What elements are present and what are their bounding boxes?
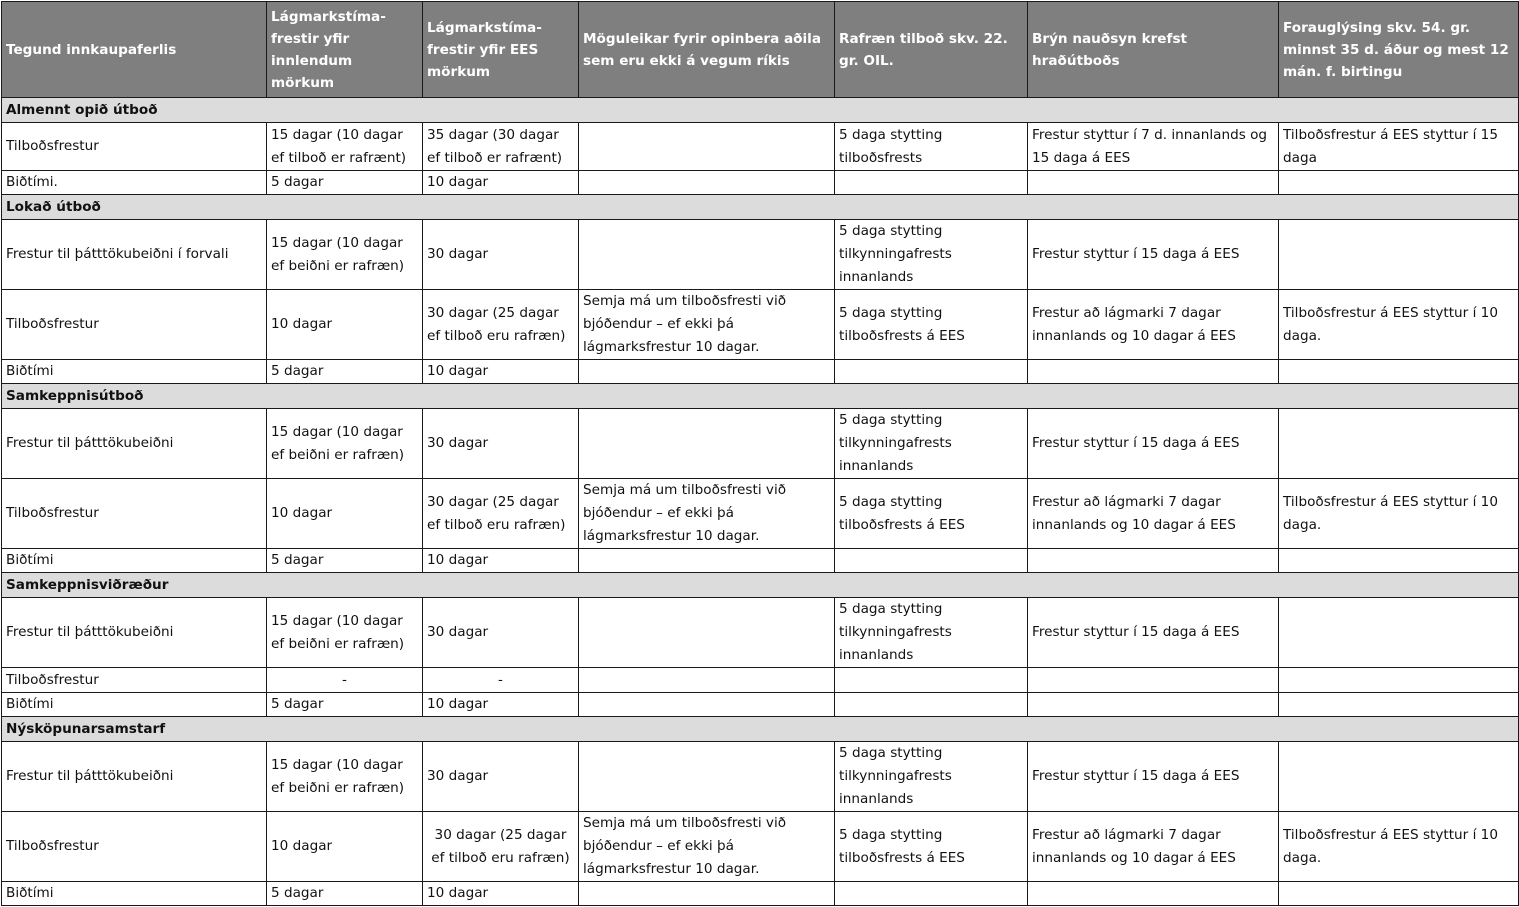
header-row xyxy=(2,2,1519,98)
table-cell: 30 dagar xyxy=(423,409,579,479)
section-title: Almennt opið útboð xyxy=(2,98,1519,123)
table-cell: 10 dagar xyxy=(423,882,579,906)
table-cell xyxy=(1279,693,1519,717)
table-cell xyxy=(835,171,1028,195)
table-cell xyxy=(579,409,835,479)
table-cell xyxy=(1279,360,1519,384)
table-cell xyxy=(1028,668,1279,693)
table-row xyxy=(2,742,1519,812)
table-cell xyxy=(1028,360,1279,384)
header-cell: Möguleikar fyrir opinbera aðila sem eru ekki á vegum ríkis xyxy=(579,2,835,98)
table-cell: 15 dagar (10 dagar ef tilboð er rafrænt) xyxy=(267,123,423,171)
table-cell: Semja má um tilboðsfresti við bjóðendur – ef ekki þá lágmarksfrestur 10 dagar. xyxy=(579,479,835,549)
table-cell: 5 daga stytting tilboðsfrests á EES xyxy=(835,812,1028,882)
table-cell: Tilboðsfrestur á EES styttur í 10 daga. xyxy=(1279,290,1519,360)
table-cell: 30 dagar (25 dagar ef tilboð eru rafræn) xyxy=(423,479,579,549)
table-cell xyxy=(579,598,835,668)
table-cell xyxy=(1279,409,1519,479)
table-cell xyxy=(579,549,835,573)
table-cell: 5 dagar xyxy=(267,882,423,906)
header-cell: Rafræn tilboð skv. 22. gr. OIL. xyxy=(835,2,1028,98)
table-cell: 10 dagar xyxy=(423,549,579,573)
table-cell xyxy=(1028,882,1279,906)
table-cell: Semja má um tilboðsfresti við bjóðendur – ef ekki þá lágmarksfrestur 10 dagar. xyxy=(579,290,835,360)
table-cell xyxy=(579,360,835,384)
table-cell: 5 dagar xyxy=(267,549,423,573)
table-row xyxy=(2,668,1519,693)
table-cell xyxy=(579,882,835,906)
table-cell xyxy=(1279,220,1519,290)
header-cell: Tegund innkaupaferlis xyxy=(2,2,267,98)
table-cell: Biðtími xyxy=(2,693,267,717)
table-row xyxy=(2,360,1519,384)
table-cell: Biðtími xyxy=(2,882,267,906)
table-cell: 5 daga stytting tilboðsfrests á EES xyxy=(835,479,1028,549)
table-cell: 30 dagar xyxy=(423,220,579,290)
table-row xyxy=(2,290,1519,360)
table-cell: 5 daga stytting tilkynningafrests innanlands xyxy=(835,409,1028,479)
table-cell xyxy=(1279,549,1519,573)
table-cell: 10 dagar xyxy=(267,290,423,360)
table-cell xyxy=(1279,882,1519,906)
table-cell: Semja má um tilboðsfresti við bjóðendur – ef ekki þá lágmarksfrestur 10 dagar. xyxy=(579,812,835,882)
table-cell xyxy=(579,220,835,290)
table-cell: Frestur styttur í 15 daga á EES xyxy=(1028,742,1279,812)
table-cell: Frestur til þátttökubeiðni xyxy=(2,598,267,668)
table-cell xyxy=(579,668,835,693)
table-cell xyxy=(1028,171,1279,195)
table-row xyxy=(2,171,1519,195)
table-row xyxy=(2,409,1519,479)
table-cell: 10 dagar xyxy=(423,171,579,195)
section-title: Nýsköpunarsamstarf xyxy=(2,717,1519,742)
table-cell: 5 daga stytting tilboðsfrests xyxy=(835,123,1028,171)
table-cell: 10 dagar xyxy=(423,693,579,717)
table-row xyxy=(2,220,1519,290)
table-cell: Frestur styttur í 15 daga á EES xyxy=(1028,409,1279,479)
table-row xyxy=(2,812,1519,882)
table-cell: Tilboðsfrestur xyxy=(2,668,267,693)
table-cell: Tilboðsfrestur xyxy=(2,812,267,882)
header-cell: Lágmarkstíma-frestir yfir EES mörkum xyxy=(423,2,579,98)
section-row xyxy=(2,384,1519,409)
table-cell: 15 dagar (10 dagar ef beiðni er rafræn) xyxy=(267,598,423,668)
procurement-deadlines-table xyxy=(1,1,1519,906)
table-cell xyxy=(835,549,1028,573)
section-title: Samkeppnisútboð xyxy=(2,384,1519,409)
table-cell: 10 dagar xyxy=(267,812,423,882)
table-cell xyxy=(579,171,835,195)
table-cell xyxy=(835,882,1028,906)
section-row xyxy=(2,195,1519,220)
table-cell: 10 dagar xyxy=(267,479,423,549)
table-cell xyxy=(1279,742,1519,812)
table-cell: 5 dagar xyxy=(267,360,423,384)
header-cell: Lágmarkstíma-frestir yfir innlendum mörkum xyxy=(267,2,423,98)
table-row xyxy=(2,479,1519,549)
table-cell: 5 daga stytting tilkynningafrests innanlands xyxy=(835,220,1028,290)
table-cell: Frestur að lágmarki 7 dagar innanlands og 10 dagar á EES xyxy=(1028,290,1279,360)
table-cell: Frestur að lágmarki 7 dagar innanlands og 10 dagar á EES xyxy=(1028,812,1279,882)
table-cell xyxy=(1279,171,1519,195)
table-cell: 30 dagar (25 dagar ef tilboð eru rafræn) xyxy=(423,290,579,360)
table-cell: Frestur til þátttökubeiðni í forvali xyxy=(2,220,267,290)
table-cell: Biðtími. xyxy=(2,171,267,195)
table-cell: Frestur að lágmarki 7 dagar innanlands og 10 dagar á EES xyxy=(1028,479,1279,549)
table-row xyxy=(2,598,1519,668)
table-cell xyxy=(1028,549,1279,573)
section-title: Samkeppnisviðræður xyxy=(2,573,1519,598)
table-cell: Tilboðsfrestur á EES styttur í 10 daga. xyxy=(1279,812,1519,882)
table-cell: 5 dagar xyxy=(267,693,423,717)
table-cell: 5 dagar xyxy=(267,171,423,195)
table-cell xyxy=(579,742,835,812)
table-row xyxy=(2,882,1519,906)
table-cell: Frestur styttur í 7 d. innanlands og 15 daga á EES xyxy=(1028,123,1279,171)
header-cell: Forauglýsing skv. 54. gr. minnst 35 d. áður og mest 12 mán. f. birtingu xyxy=(1279,2,1519,98)
table-cell: Tilboðsfrestur xyxy=(2,290,267,360)
table-cell: Frestur til þátttökubeiðni xyxy=(2,742,267,812)
table-cell: Tilboðsfrestur xyxy=(2,123,267,171)
table-cell xyxy=(835,693,1028,717)
table-cell xyxy=(835,668,1028,693)
table-cell: - xyxy=(267,668,423,693)
table-cell xyxy=(1279,668,1519,693)
table-cell xyxy=(835,360,1028,384)
table-cell: Frestur styttur í 15 daga á EES xyxy=(1028,598,1279,668)
section-title: Lokað útboð xyxy=(2,195,1519,220)
table-cell: 5 daga stytting tilkynningafrests innanlands xyxy=(835,742,1028,812)
table-cell: 10 dagar xyxy=(423,360,579,384)
table-cell: 35 dagar (30 dagar ef tilboð er rafrænt) xyxy=(423,123,579,171)
table-cell xyxy=(579,693,835,717)
section-row xyxy=(2,98,1519,123)
section-row xyxy=(2,573,1519,598)
header-cell: Brýn nauðsyn krefst hraðútboðs xyxy=(1028,2,1279,98)
table-cell: Frestur til þátttökubeiðni xyxy=(2,409,267,479)
table-cell: 30 dagar xyxy=(423,742,579,812)
table-cell: 15 dagar (10 dagar ef beiðni er rafræn) xyxy=(267,742,423,812)
table-cell: Biðtími xyxy=(2,549,267,573)
table-cell: 5 daga stytting tilboðsfrests á EES xyxy=(835,290,1028,360)
section-row xyxy=(2,717,1519,742)
table-cell xyxy=(1279,598,1519,668)
table-cell: - xyxy=(423,668,579,693)
table-row xyxy=(2,549,1519,573)
table-cell xyxy=(1028,693,1279,717)
table-row xyxy=(2,693,1519,717)
table-cell: Tilboðsfrestur á EES styttur í 10 daga. xyxy=(1279,479,1519,549)
table-cell: Frestur styttur í 15 daga á EES xyxy=(1028,220,1279,290)
table-cell xyxy=(579,123,835,171)
table-cell: Biðtími xyxy=(2,360,267,384)
table-cell: 15 dagar (10 dagar ef beiðni er rafræn) xyxy=(267,220,423,290)
table-cell: 5 daga stytting tilkynningafrests innanlands xyxy=(835,598,1028,668)
table-cell: Tilboðsfrestur á EES styttur í 15 daga xyxy=(1279,123,1519,171)
table-cell: 15 dagar (10 dagar ef beiðni er rafræn) xyxy=(267,409,423,479)
table-row xyxy=(2,123,1519,171)
table-cell: Tilboðsfrestur xyxy=(2,479,267,549)
table-cell: 30 dagar (25 dagar ef tilboð eru rafræn) xyxy=(423,812,579,882)
table-cell: 30 dagar xyxy=(423,598,579,668)
